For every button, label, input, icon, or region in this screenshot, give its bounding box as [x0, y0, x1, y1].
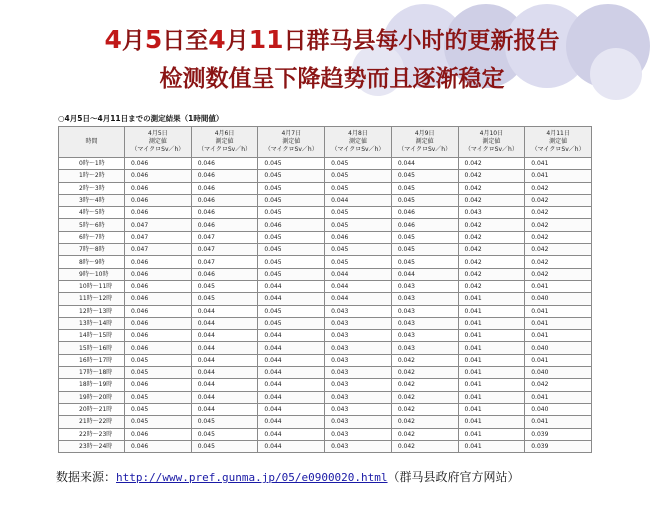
- value-cell: 0.041: [458, 391, 525, 403]
- value-cell: 0.045: [191, 440, 258, 452]
- value-cell: 0.046: [325, 231, 392, 243]
- time-cell: 17時～18時: [59, 367, 125, 379]
- value-cell: 0.041: [458, 305, 525, 317]
- value-cell: 0.042: [391, 403, 458, 415]
- header-unit: （マイクロSv／h）: [264, 146, 318, 153]
- time-cell: 21時～22時: [59, 416, 125, 428]
- value-cell: 0.044: [258, 342, 325, 354]
- time-cell: 0時～1時: [59, 158, 125, 170]
- table-row: [59, 354, 592, 366]
- header-measure: 測定値: [148, 138, 167, 145]
- value-cell: 0.046: [191, 268, 258, 280]
- header-unit: （マイクロSv／h）: [331, 146, 385, 153]
- value-cell: 0.046: [191, 194, 258, 206]
- value-cell: 0.045: [125, 416, 192, 428]
- header-date: 4月10日: [479, 130, 504, 137]
- title-text: 月: [225, 28, 249, 54]
- value-cell: 0.044: [258, 293, 325, 305]
- table-header-date: [191, 127, 258, 158]
- value-cell: 0.042: [458, 158, 525, 170]
- value-cell: 0.045: [258, 170, 325, 182]
- value-cell: 0.045: [125, 367, 192, 379]
- time-cell: 3時～4時: [59, 194, 125, 206]
- source-label: 数据来源：: [56, 470, 117, 484]
- value-cell: 0.043: [325, 317, 392, 329]
- value-cell: 0.044: [325, 280, 392, 292]
- table-row: [59, 330, 592, 342]
- value-cell: 0.041: [458, 342, 525, 354]
- value-cell: 0.045: [191, 280, 258, 292]
- time-cell: 5時～6時: [59, 219, 125, 231]
- value-cell: 0.042: [391, 428, 458, 440]
- value-cell: 0.045: [258, 182, 325, 194]
- value-cell: 0.045: [191, 416, 258, 428]
- table-row: [59, 305, 592, 317]
- table-body: [59, 158, 592, 453]
- value-cell: 0.041: [458, 440, 525, 452]
- value-cell: 0.046: [191, 158, 258, 170]
- table-header-date: [325, 127, 392, 158]
- value-cell: 0.044: [258, 440, 325, 452]
- value-cell: 0.046: [125, 330, 192, 342]
- value-cell: 0.041: [525, 170, 592, 182]
- value-cell: 0.045: [391, 244, 458, 256]
- value-cell: 0.046: [125, 305, 192, 317]
- value-cell: 0.045: [391, 182, 458, 194]
- header-date: 4月6日: [214, 130, 235, 137]
- value-cell: 0.041: [525, 317, 592, 329]
- header-measure: 測定値: [482, 138, 501, 145]
- slide-title-line-1: [0, 22, 664, 55]
- value-cell: 0.045: [391, 194, 458, 206]
- value-cell: 0.045: [258, 256, 325, 268]
- value-cell: 0.044: [258, 391, 325, 403]
- table-row: [59, 244, 592, 256]
- table-row: [59, 207, 592, 219]
- header-unit: （マイクロSv／h）: [198, 146, 252, 153]
- header-unit: （マイクロSv／h）: [464, 146, 518, 153]
- value-cell: 0.042: [391, 440, 458, 452]
- title-number: 11: [248, 25, 284, 54]
- value-cell: 0.042: [525, 231, 592, 243]
- value-cell: 0.046: [125, 317, 192, 329]
- table-row: [59, 268, 592, 280]
- value-cell: 0.046: [125, 268, 192, 280]
- value-cell: 0.041: [458, 317, 525, 329]
- value-cell: 0.043: [325, 367, 392, 379]
- value-cell: 0.041: [525, 280, 592, 292]
- value-cell: 0.045: [258, 194, 325, 206]
- value-cell: 0.044: [258, 280, 325, 292]
- table-row: [59, 170, 592, 182]
- value-cell: 0.046: [125, 158, 192, 170]
- value-cell: 0.046: [125, 379, 192, 391]
- value-cell: 0.043: [391, 280, 458, 292]
- header-measure: 測定値: [215, 138, 234, 145]
- value-cell: 0.047: [125, 244, 192, 256]
- value-cell: 0.040: [525, 342, 592, 354]
- value-cell: 0.045: [258, 317, 325, 329]
- title-text: 月: [121, 28, 145, 54]
- value-cell: 0.045: [258, 231, 325, 243]
- value-cell: 0.043: [391, 293, 458, 305]
- title-number: 5: [144, 25, 163, 54]
- header-date: 4月7日: [281, 130, 302, 137]
- value-cell: 0.045: [325, 207, 392, 219]
- time-cell: 8時～9時: [59, 256, 125, 268]
- time-cell: 4時～5時: [59, 207, 125, 219]
- value-cell: 0.044: [191, 342, 258, 354]
- time-cell: 11時～12時: [59, 293, 125, 305]
- value-cell: 0.043: [325, 416, 392, 428]
- header-measure: 測定値: [282, 138, 301, 145]
- time-cell: 15時～16時: [59, 342, 125, 354]
- value-cell: 0.045: [325, 170, 392, 182]
- value-cell: 0.041: [458, 354, 525, 366]
- header-date: 4月8日: [348, 130, 368, 137]
- value-cell: 0.042: [525, 268, 592, 280]
- value-cell: 0.043: [391, 305, 458, 317]
- value-cell: 0.044: [258, 354, 325, 366]
- value-cell: 0.040: [525, 367, 592, 379]
- value-cell: 0.045: [325, 256, 392, 268]
- source-link[interactable]: http://www.pref.gunma.jp/05/e0900020.html: [116, 471, 388, 484]
- measurement-table: [58, 126, 592, 453]
- value-cell: 0.041: [458, 367, 525, 379]
- value-cell: 0.043: [325, 342, 392, 354]
- table-caption: ○4月5日～4月11日までの測定結果（1時間値）: [58, 114, 224, 123]
- value-cell: 0.046: [391, 219, 458, 231]
- time-cell: 6時～7時: [59, 231, 125, 243]
- value-cell: 0.044: [391, 268, 458, 280]
- time-cell: 18時～19時: [59, 379, 125, 391]
- header-date: 4月11日: [546, 130, 570, 137]
- value-cell: 0.045: [391, 170, 458, 182]
- value-cell: 0.041: [458, 293, 525, 305]
- value-cell: 0.042: [458, 256, 525, 268]
- value-cell: 0.045: [258, 158, 325, 170]
- table-row: [59, 342, 592, 354]
- table-header-row: [59, 127, 592, 158]
- value-cell: 0.042: [458, 194, 525, 206]
- time-cell: 10時～11時: [59, 280, 125, 292]
- value-cell: 0.041: [525, 305, 592, 317]
- value-cell: 0.044: [391, 158, 458, 170]
- value-cell: 0.041: [458, 379, 525, 391]
- time-cell: 9時～10時: [59, 268, 125, 280]
- value-cell: 0.044: [325, 268, 392, 280]
- value-cell: 0.043: [325, 391, 392, 403]
- value-cell: 0.044: [191, 317, 258, 329]
- value-cell: 0.043: [325, 330, 392, 342]
- value-cell: 0.044: [191, 379, 258, 391]
- header-unit: （マイクロSv／h）: [398, 146, 452, 153]
- table-row: [59, 367, 592, 379]
- value-cell: 0.041: [458, 330, 525, 342]
- value-cell: 0.045: [125, 391, 192, 403]
- value-cell: 0.044: [191, 391, 258, 403]
- header-unit: （マイクロSv／h）: [531, 146, 585, 153]
- table-header-date: [258, 127, 325, 158]
- value-cell: 0.042: [458, 219, 525, 231]
- header-measure: 測定値: [415, 138, 434, 145]
- value-cell: 0.047: [191, 231, 258, 243]
- time-cell: 1時～2時: [59, 170, 125, 182]
- value-cell: 0.047: [191, 256, 258, 268]
- table-header-date: [391, 127, 458, 158]
- value-cell: 0.044: [191, 330, 258, 342]
- value-cell: 0.041: [525, 330, 592, 342]
- value-cell: 0.042: [458, 280, 525, 292]
- time-cell: 14時～15時: [59, 330, 125, 342]
- table-header-time: 時間: [59, 127, 125, 158]
- value-cell: 0.046: [125, 256, 192, 268]
- table-row: [59, 280, 592, 292]
- value-cell: 0.045: [325, 158, 392, 170]
- value-cell: 0.046: [125, 182, 192, 194]
- header-unit: （マイクロSv／h）: [131, 146, 185, 153]
- table-row: [59, 219, 592, 231]
- value-cell: 0.046: [191, 182, 258, 194]
- value-cell: 0.046: [191, 207, 258, 219]
- time-cell: 20時～21時: [59, 403, 125, 415]
- value-cell: 0.046: [125, 280, 192, 292]
- table-row: [59, 256, 592, 268]
- value-cell: 0.042: [458, 170, 525, 182]
- value-cell: 0.046: [191, 219, 258, 231]
- value-cell: 0.045: [258, 305, 325, 317]
- value-cell: 0.047: [125, 231, 192, 243]
- value-cell: 0.043: [325, 403, 392, 415]
- value-cell: 0.045: [325, 244, 392, 256]
- table-row: [59, 231, 592, 243]
- time-cell: 12時～13時: [59, 305, 125, 317]
- table-row: [59, 158, 592, 170]
- value-cell: 0.043: [325, 305, 392, 317]
- value-cell: 0.045: [125, 354, 192, 366]
- value-cell: 0.041: [525, 391, 592, 403]
- value-cell: 0.042: [391, 379, 458, 391]
- value-cell: 0.046: [125, 293, 192, 305]
- value-cell: 0.045: [258, 207, 325, 219]
- value-cell: 0.046: [125, 428, 192, 440]
- value-cell: 0.046: [391, 207, 458, 219]
- value-cell: 0.044: [325, 293, 392, 305]
- table-row: [59, 403, 592, 415]
- value-cell: 0.044: [191, 367, 258, 379]
- value-cell: 0.045: [325, 182, 392, 194]
- value-cell: 0.041: [525, 416, 592, 428]
- table-row: [59, 416, 592, 428]
- value-cell: 0.043: [325, 428, 392, 440]
- value-cell: 0.046: [191, 170, 258, 182]
- table-row: [59, 379, 592, 391]
- value-cell: 0.043: [391, 342, 458, 354]
- value-cell: 0.041: [525, 354, 592, 366]
- value-cell: 0.043: [391, 317, 458, 329]
- time-cell: 22時～23時: [59, 428, 125, 440]
- value-cell: 0.044: [258, 367, 325, 379]
- value-cell: 0.042: [458, 182, 525, 194]
- value-cell: 0.043: [325, 379, 392, 391]
- value-cell: 0.042: [525, 256, 592, 268]
- value-cell: 0.040: [525, 293, 592, 305]
- value-cell: 0.043: [458, 207, 525, 219]
- value-cell: 0.040: [525, 403, 592, 415]
- value-cell: 0.044: [258, 416, 325, 428]
- table-row: [59, 182, 592, 194]
- value-cell: 0.039: [525, 440, 592, 452]
- value-cell: 0.042: [525, 207, 592, 219]
- slide-title-line-2: 检测数值呈下降趋势而且逐渐稳定: [159, 66, 505, 92]
- value-cell: 0.044: [191, 403, 258, 415]
- value-cell: 0.045: [191, 293, 258, 305]
- value-cell: 0.041: [525, 158, 592, 170]
- value-cell: 0.042: [458, 231, 525, 243]
- header-date: 4月5日: [148, 130, 168, 137]
- value-cell: 0.045: [391, 231, 458, 243]
- value-cell: 0.042: [525, 194, 592, 206]
- value-cell: 0.042: [525, 182, 592, 194]
- value-cell: 0.042: [391, 354, 458, 366]
- value-cell: 0.039: [525, 428, 592, 440]
- table-header-date: [525, 127, 592, 158]
- value-cell: 0.042: [525, 379, 592, 391]
- value-cell: 0.043: [325, 440, 392, 452]
- value-cell: 0.045: [191, 428, 258, 440]
- value-cell: 0.042: [391, 416, 458, 428]
- time-cell: 13時～14時: [59, 317, 125, 329]
- value-cell: 0.047: [191, 244, 258, 256]
- table-row: [59, 391, 592, 403]
- value-cell: 0.044: [258, 428, 325, 440]
- value-cell: 0.044: [258, 403, 325, 415]
- source-suffix: （群马县政府官方网站）: [387, 470, 520, 484]
- value-cell: 0.042: [458, 244, 525, 256]
- time-cell: 7時～8時: [59, 244, 125, 256]
- title-text: 日群马县每小时的更新报告: [283, 28, 560, 54]
- time-cell: 16時～17時: [59, 354, 125, 366]
- table-row: [59, 317, 592, 329]
- value-cell: 0.046: [125, 170, 192, 182]
- value-cell: 0.045: [325, 219, 392, 231]
- value-cell: 0.046: [258, 219, 325, 231]
- table-row: [59, 293, 592, 305]
- value-cell: 0.042: [391, 391, 458, 403]
- value-cell: 0.044: [191, 305, 258, 317]
- value-cell: 0.041: [458, 428, 525, 440]
- value-cell: 0.046: [125, 342, 192, 354]
- value-cell: 0.045: [391, 256, 458, 268]
- time-cell: 2時～3時: [59, 182, 125, 194]
- value-cell: 0.046: [125, 194, 192, 206]
- table-row: [59, 194, 592, 206]
- value-cell: 0.046: [125, 207, 192, 219]
- value-cell: 0.042: [525, 244, 592, 256]
- value-cell: 0.044: [258, 379, 325, 391]
- value-cell: 0.046: [125, 440, 192, 452]
- value-cell: 0.043: [391, 330, 458, 342]
- title-number: 4: [104, 25, 122, 54]
- value-cell: 0.042: [391, 367, 458, 379]
- value-cell: 0.041: [458, 403, 525, 415]
- value-cell: 0.043: [325, 354, 392, 366]
- value-cell: 0.041: [458, 416, 525, 428]
- value-cell: 0.042: [525, 219, 592, 231]
- header-date: 4月9日: [414, 130, 435, 137]
- value-cell: 0.042: [458, 268, 525, 280]
- header-measure: 測定値: [348, 138, 367, 145]
- value-cell: 0.044: [191, 354, 258, 366]
- table-row: [59, 428, 592, 440]
- value-cell: 0.044: [258, 330, 325, 342]
- title-number: 4: [208, 25, 226, 54]
- value-cell: 0.047: [125, 219, 192, 231]
- value-cell: 0.045: [258, 244, 325, 256]
- time-cell: 19時～20時: [59, 391, 125, 403]
- table-header-date: [125, 127, 192, 158]
- value-cell: 0.044: [325, 194, 392, 206]
- value-cell: 0.045: [125, 403, 192, 415]
- title-text: 日至: [162, 28, 209, 54]
- time-cell: 23時～24時: [59, 440, 125, 452]
- header-measure: 測定値: [549, 138, 568, 145]
- source-note: [56, 468, 520, 485]
- value-cell: 0.045: [258, 268, 325, 280]
- table-row: [59, 440, 592, 452]
- table-header-date: [458, 127, 525, 158]
